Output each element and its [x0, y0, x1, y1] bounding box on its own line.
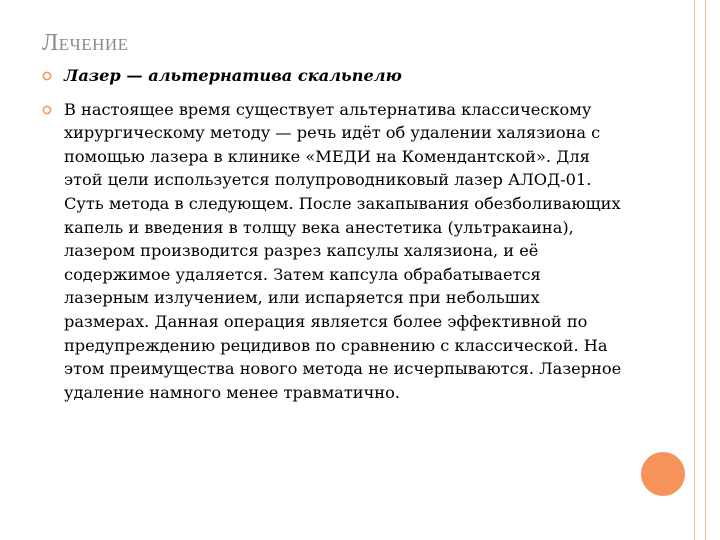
circle-bullet-icon [42, 71, 52, 81]
bullet-text: Лазер — альтернатива скальпелю [64, 66, 402, 85]
bullet-item-body [42, 98, 622, 405]
bullet-item-heading [42, 64, 622, 88]
decorative-circle [641, 452, 685, 496]
frame-line-left [694, 0, 695, 540]
circle-bullet-icon [42, 105, 52, 115]
title-rest: ЕЧЕНИЕ [58, 35, 129, 54]
bullet-text: В настоящее время существует альтернатива классическому хирургическому методу — речь идёт об удалении халязиона с помощью лазера в клинике «МЕДИ на Комендантской». Для этой цели используется полупроводниковый лазер АЛОД-01. Суть метода в следующем. После закапывания обезболивающих капель и введения в толщу века анестетика (ультракаина), лазером производится разрез капсулы халязиона, и её содержимое удаляется. Затем капсула обрабатывается лазерным излучением, или испаряется при небольших размерах. Данная операция является более эффективной по предупреждению рецидивов по сравнению с классической. На этом преимущества нового метода не исчерпываются. Лазерное удаление намного менее травматично. [64, 99, 622, 402]
frame-line-right [705, 0, 706, 540]
slide-title [42, 30, 129, 57]
title-first-letter: Л [42, 30, 59, 56]
bullet-list [42, 64, 622, 414]
